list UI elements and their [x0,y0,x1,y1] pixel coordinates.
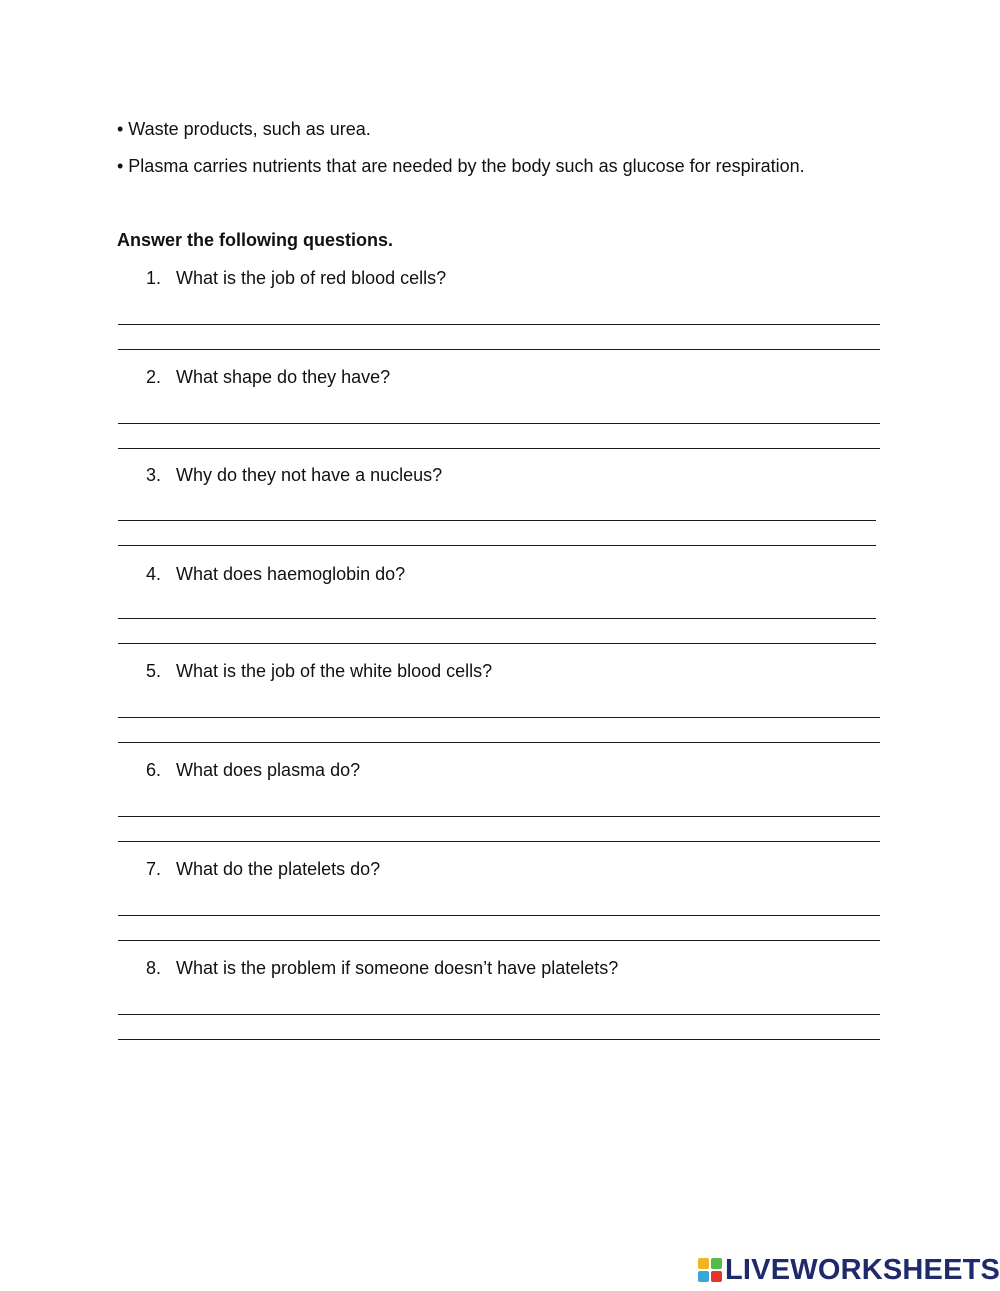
question-7 [146,858,380,880]
answer-line-2a[interactable] [118,423,880,424]
logo-square-green [711,1258,722,1269]
question-3 [146,464,442,486]
question-4 [146,563,405,585]
question-text: What is the problem if someone doesn’t have platelets? [176,958,619,978]
answer-line-3b[interactable] [118,545,876,546]
answer-line-6b[interactable] [118,841,880,842]
question-text: What does plasma do? [176,760,361,780]
question-number: 4. [146,564,162,584]
answer-line-2b[interactable] [118,448,880,449]
question-number: 2. [146,367,162,387]
question-6 [146,759,360,781]
question-number: 8. [146,958,162,978]
question-text: Why do they not have a nucleus? [176,465,443,485]
question-8 [146,957,618,979]
logo-square-yellow [698,1258,709,1269]
answer-line-4a[interactable] [118,618,876,619]
question-number: 6. [146,760,162,780]
question-2 [146,366,390,388]
logo-square-blue [698,1271,709,1282]
question-1 [146,267,446,289]
question-text: What do the platelets do? [176,859,381,879]
answer-line-8a[interactable] [118,1014,880,1015]
answer-line-3a[interactable] [118,520,876,521]
answer-line-7a[interactable] [118,915,880,916]
question-number: 5. [146,661,162,681]
question-text: What shape do they have? [176,367,391,387]
question-number: 7. [146,859,162,879]
liveworksheets-brand [698,1255,1000,1285]
questions-heading: Answer the following questions. [117,230,394,250]
question-number: 1. [146,268,162,288]
question-text: What is the job of the white blood cells? [176,661,493,681]
answer-line-6a[interactable] [118,816,880,817]
answer-line-7b[interactable] [118,940,880,941]
question-text: What is the job of red blood cells? [176,268,447,288]
question-5 [146,660,492,682]
answer-line-5a[interactable] [118,717,880,718]
answer-line-8b[interactable] [118,1039,880,1040]
answer-line-4b[interactable] [118,643,876,644]
question-text: What does haemoglobin do? [176,564,406,584]
question-number: 3. [146,465,162,485]
logo-square-red [711,1271,722,1282]
bullet-waste-products: • Waste products, such as urea. [117,119,371,139]
liveworksheets-logo-icon [698,1258,722,1282]
answer-line-1a[interactable] [118,324,880,325]
brand-name: LIVEWORKSHEETS [725,1254,1000,1286]
bullet-plasma-nutrients: • Plasma carries nutrients that are needed by the body such as glucose for respiration. [117,156,805,176]
answer-line-1b[interactable] [118,349,880,350]
answer-line-5b[interactable] [118,742,880,743]
